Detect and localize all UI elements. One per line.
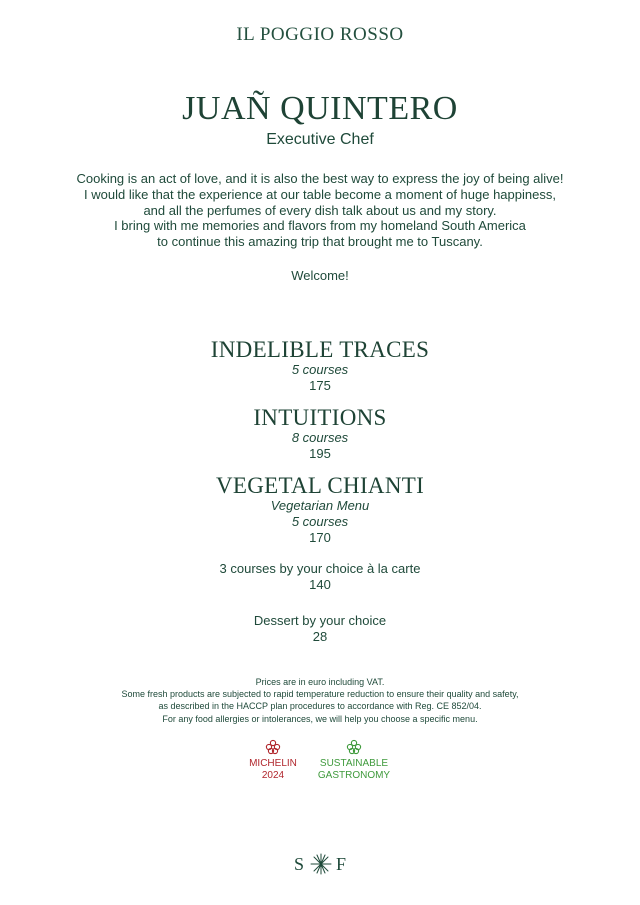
menu-courses: 5 courses (291, 362, 349, 377)
menu-title: INDELIBLE TRACES (210, 337, 430, 362)
intro-line: I would like that the experience at our table become a moment of huge happiness, (84, 186, 556, 202)
sustainable-gastronomy-badge (310, 739, 398, 782)
restaurant-brand: IL POGGIO ROSSO (236, 24, 404, 45)
a-la-carte-option (0, 561, 640, 593)
menu-courses: 5 courses (291, 514, 349, 529)
note-line: For any food allergies or intolerances, we will help you choose a specific menu. (162, 713, 478, 724)
menu-price: 175 (309, 378, 331, 393)
chef-intro (0, 171, 640, 250)
menu-subtitle: Vegetarian Menu (270, 498, 370, 513)
note-line: as described in the HACCP plan procedures to accordance with Reg. CE 852/04. (158, 701, 482, 712)
note-line: Prices are in euro including VAT. (255, 677, 385, 687)
intro-line: Cooking is an act of love, and it is also the best way to express the joy of being alive! (76, 171, 564, 186)
menu-title: INTUITIONS (253, 405, 387, 430)
sunburst-icon (310, 853, 332, 875)
menu-courses: 8 courses (291, 430, 349, 445)
menu-price: 170 (309, 530, 331, 545)
welcome-text: Welcome! (291, 268, 349, 283)
michelin-flower-icon (265, 739, 281, 755)
menu-vegetal-chianti (0, 474, 640, 546)
michelin-label: MICHELIN (249, 758, 297, 769)
intro-line: I bring with me memories and flavors from my homeland South America (114, 218, 526, 234)
logo-letter-f: F (335, 854, 346, 874)
menu-indelible-traces (0, 338, 640, 394)
intro-line: and all the perfumes of every dish talk about us and my story. (143, 202, 497, 218)
menu-title: VEGETAL CHIANTI (215, 473, 425, 498)
option-price: 140 (309, 577, 331, 592)
menu-intuitions (0, 406, 640, 462)
dessert-option (0, 613, 640, 645)
option-price: 28 (312, 629, 328, 644)
logo-letter-s: S (294, 854, 305, 874)
option-label: 3 courses by your choice à la carte (219, 561, 421, 576)
michelin-year: 2024 (261, 770, 285, 781)
fine-print (0, 676, 640, 725)
note-line: Some fresh products are subjected to rapid temperature reduction to ensure their quality and safety, (121, 689, 519, 700)
option-label: Dessert by your choice (253, 613, 387, 628)
intro-line: to continue this amazing trip that brought me to Tuscany. (157, 234, 483, 250)
michelin-badge (243, 739, 303, 782)
chef-title: Executive Chef (266, 131, 374, 148)
sustainable-label: SUSTAINABLE (319, 758, 389, 769)
gastronomy-label: GASTRONOMY (317, 770, 391, 781)
footer-logo (290, 852, 350, 878)
chef-name: JUAÑ QUINTERO (182, 90, 458, 127)
menu-price: 195 (309, 446, 331, 461)
green-flower-icon (346, 739, 362, 755)
